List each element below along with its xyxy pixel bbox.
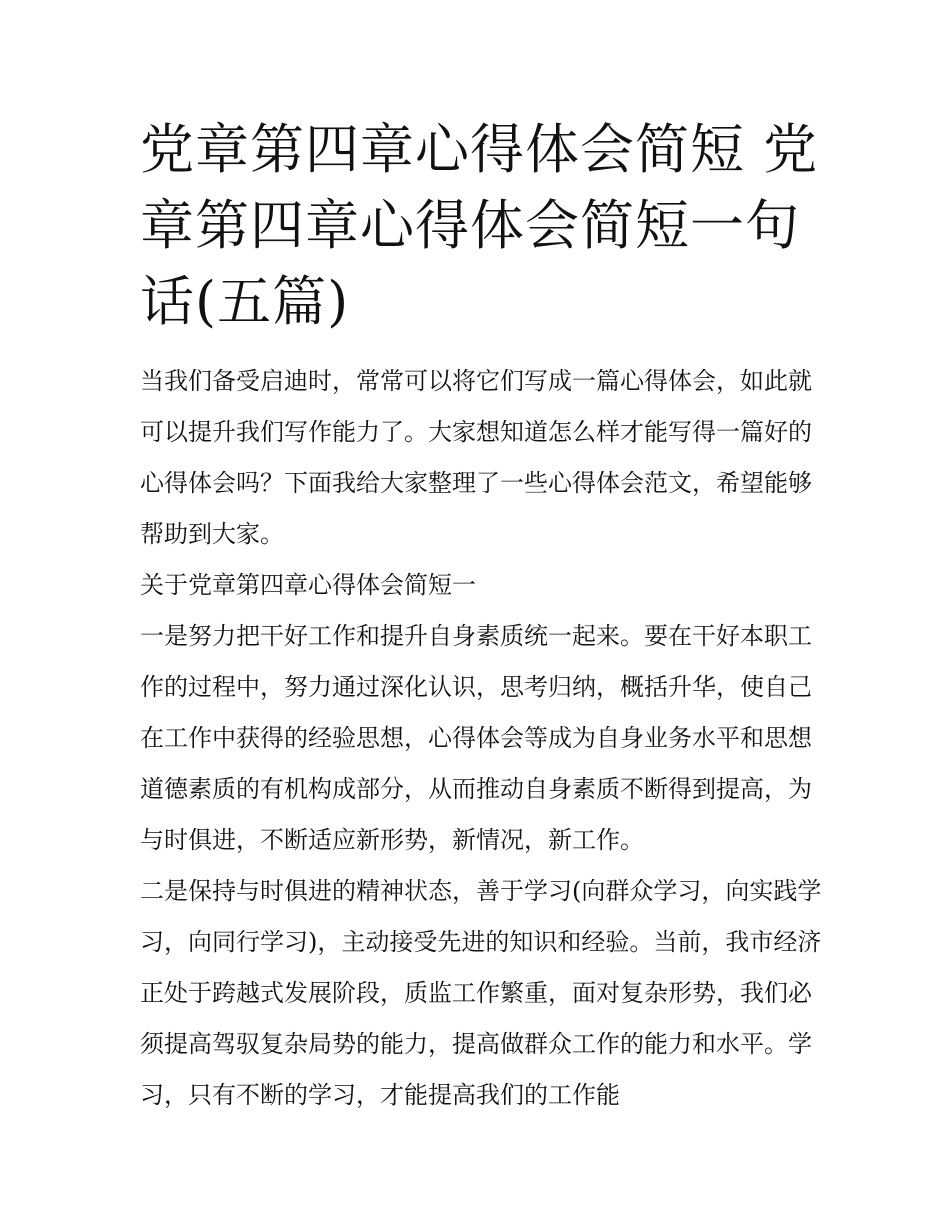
intro-paragraph: 当我们备受启迪时，常常可以将它们写成一篇心得体会，如此就可以提升我们写作能力了。大家想知道怎么样才能写得一篇好的心得体会吗？下面我给大家整理了一些心得体会范文，希望能够帮助到大家。 bbox=[140, 367, 812, 548]
body-paragraph: 二是保持与时俱进的精神状态，善于学习(向群众学习，向实践学习，向同行学习)，主动接受先进的知识和经验。当前，我市经济正处于跨越式发展阶段，质监工作繁重，面对复杂形势，我们必须提高驾驭复杂局势的能力，提高做群众工作的能力和水平。学习，只有不断的学习，才能提高我们的工作能 bbox=[140, 877, 822, 1109]
document-body bbox=[140, 356, 830, 1121]
section-heading: 关于党章第四章心得体会简短一 bbox=[140, 571, 476, 599]
body-paragraph: 一是努力把干好工作和提升自身素质统一起来。要在干好本职工作的过程中，努力通过深化认识，思考归纳，概括升华，使自己在工作中获得的经验思想，心得体会等成为自身业务水平和思想道德素质的有机构成部分，从而推动自身素质不断得到提高，为与时俱进，不断适应新形势，新情况，新工作。 bbox=[140, 622, 812, 854]
document-title: 党章第四章心得体会简短 党章第四章心得体会简短一句话(五篇) bbox=[140, 118, 819, 333]
